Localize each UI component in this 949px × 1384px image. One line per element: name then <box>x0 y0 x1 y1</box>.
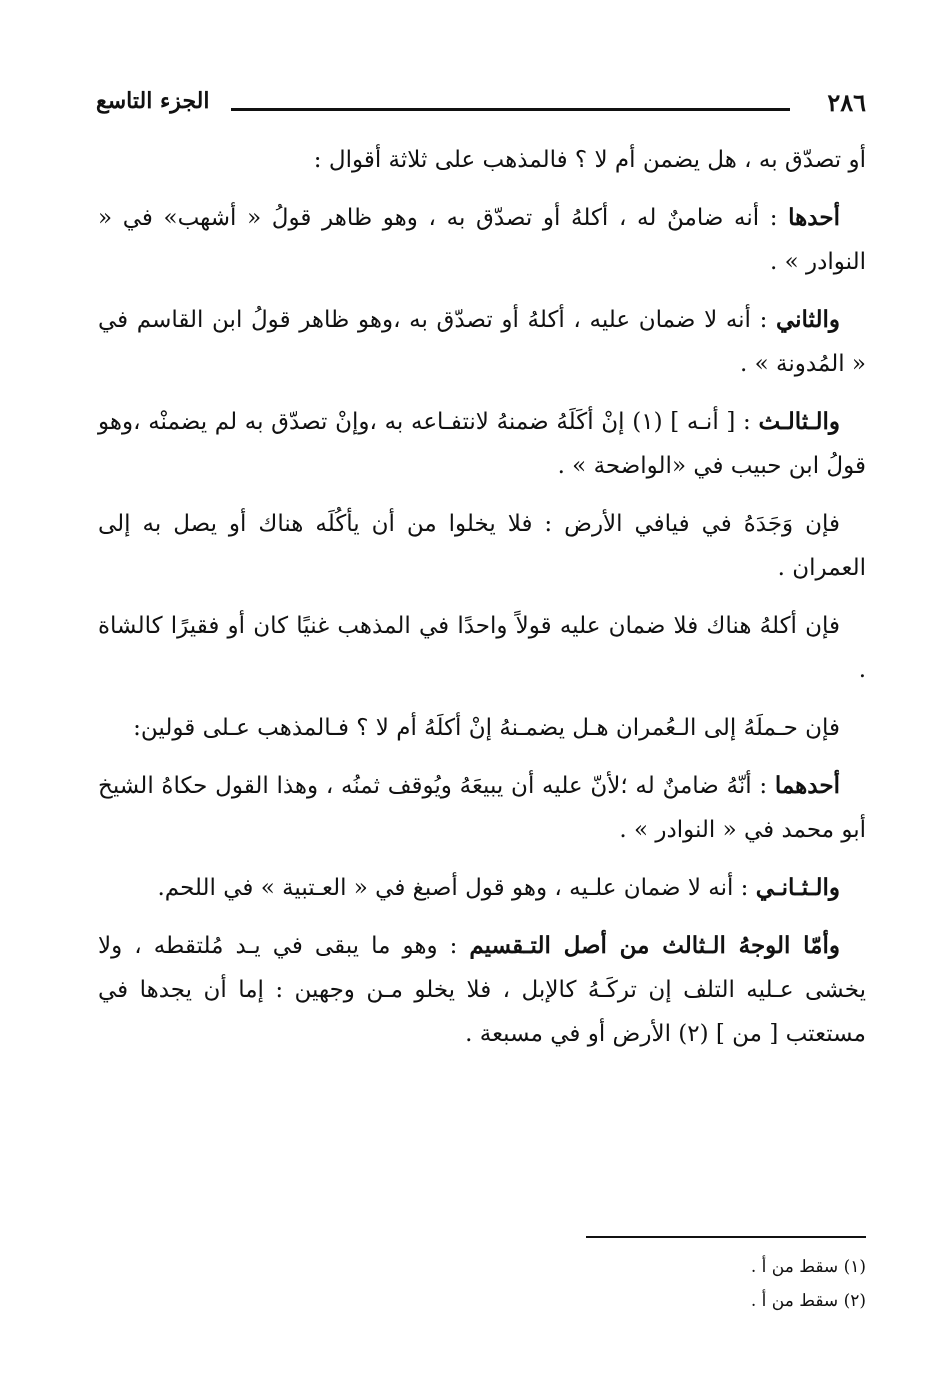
paragraph-text: : [ أنـه ] (١) إنْ أكَلَهُ ضمنهُ لانتفـاعه به ،وإنْ تصدّق به لم يضمنْه ،وهو قولُ ابن حبيب في «الواضحة » . <box>98 409 866 479</box>
paragraph-text: : أنّهُ ضامنٌ له ؛لأنّ عليه أن يبيعَهُ ويُوقف ثمنُه ، وهذا القول حكاهُ الشيخ أبو محمد في « النوادر » . <box>98 773 866 843</box>
paragraph-text: : وهو ما يبقى في يـد مُلتقطه ، ولا يخشى عـليه التلف إن تركَـهُ كالإبل ، فلا يخلو مـن وجهين : إما أن يجدها في مستعتب [ من ] (٢) الأرض أو في مسبعة . <box>98 933 866 1047</box>
body-text <box>98 138 866 1070</box>
paragraph-text: فإن حـملَهُ إلى الـعُمران هـل يضمـنهُ إنْ أكلَهُ أم لا ؟ فـالمذهب عـلى قولين: <box>133 715 840 741</box>
paragraph-text: فإن أكلهُ هناك فلا ضمان عليه قولاً واحدًا في المذهب غنيًا كان أو فقيرًا كالشاة . <box>98 613 866 683</box>
paragraph-lead: وأمّا الوجهُ الـثالث من أصل التـقسيم <box>469 932 840 959</box>
footnote: (١) سقط من أ . <box>750 1257 866 1277</box>
paragraph <box>98 764 866 852</box>
paragraph-text: فإن وَجَدَهُ في فيافي الأرض : فلا يخلوا من أن يأكُلَه هناك أو يصل به إلى العمران . <box>98 511 866 581</box>
paragraph-lead: والـثـانـي <box>755 874 840 901</box>
paragraph <box>98 196 866 284</box>
paragraph <box>98 924 866 1056</box>
running-title: الجزء التاسع <box>96 88 210 114</box>
paragraph <box>98 604 866 692</box>
paragraph-text: أو تصدّق به ، هل يضمن أم لا ؟ فالمذهب على ثلاثة أقوال : <box>313 147 866 173</box>
paragraph <box>98 706 866 750</box>
page-header <box>96 88 866 128</box>
header-rule <box>231 108 790 111</box>
paragraph-lead: والثاني <box>775 306 840 333</box>
paragraph-lead: أحدهما <box>774 772 840 799</box>
paragraph-text: : أنه لا ضمان علـيه ، وهو قول أصبغ في « العـتبية » في اللحم. <box>157 875 756 901</box>
paragraph <box>98 400 866 488</box>
footnote-rule <box>586 1236 866 1238</box>
page-number: ٢٨٦ <box>827 88 866 117</box>
paragraph <box>98 298 866 386</box>
paragraph <box>98 138 866 182</box>
paragraph-text: : أنه لا ضمان عليه ، أكلهُ أو تصدّق به ،وهو ظاهر قولُ ابن القاسم في « المُدونة » . <box>98 307 866 377</box>
paragraph <box>98 502 866 590</box>
paragraph <box>98 866 866 910</box>
paragraph-lead: أحدها <box>788 204 840 231</box>
footnote: (٢) سقط من أ . <box>750 1291 866 1311</box>
footnotes <box>560 1250 866 1318</box>
paragraph-text: : أنه ضامنٌ له ، أكلهُ أو تصدّق به ، وهو ظاهر قولُ « أشهب» في « النوادر » . <box>98 205 866 275</box>
paragraph-lead: والـثالـث <box>758 408 840 435</box>
